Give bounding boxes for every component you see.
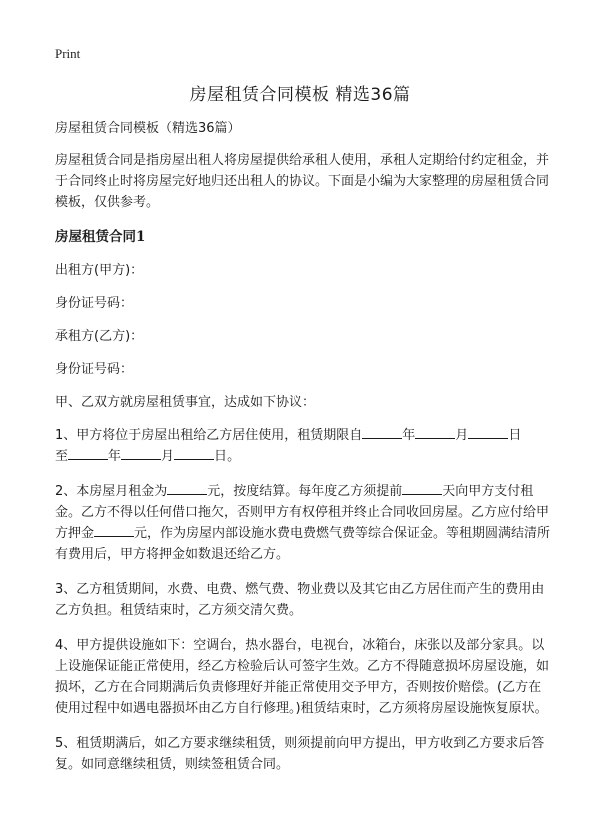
clause-2-text-d: 元，作为房屋内部设施水费电费燃气费等综合保证金。等租期圆满结清所有费用后，甲方将押金如数退还给乙方。 (55, 526, 551, 562)
month-label: 月 (455, 428, 469, 443)
to-label: 至 (55, 449, 69, 464)
day-label: 日 (508, 428, 522, 443)
start-day-blank (468, 425, 508, 439)
agreement-preamble: 甲、乙双方就房屋租赁事宜，达成如下协议： (55, 395, 316, 410)
end-month-blank (121, 446, 161, 460)
end-month-label: 月 (161, 449, 175, 464)
section-heading: 房屋租赁合同1 (55, 229, 146, 245)
clause-2-text-b: 元，按度结算。每年度乙方须提前 (207, 484, 403, 499)
clause-1: 1、甲方将位于房屋出租给乙方居住使用，租赁期限自 年 月 日 至 年 月 日。 (55, 425, 551, 467)
document-subtitle: 房屋租赁合同模板（精选36篇） (55, 121, 241, 136)
end-year-label: 年 (108, 449, 122, 464)
lessor-field: 出租方(甲方)： (55, 263, 144, 278)
clause-2 (55, 481, 551, 565)
clause-3: 3、乙方租赁期间，水费、电费、燃气费、物业费以及其它由乙方居住而产生的费用由乙方负担。租赁结束时，乙方须交清欠费。 (55, 582, 545, 618)
end-year-blank (68, 446, 108, 460)
deposit-amount-blank (94, 523, 134, 537)
clause-2-text-a: 2、本房屋月租金为 (55, 484, 168, 499)
clause-2-text-c: 天向甲方支付租金。乙方不得以任何借口拖欠，否则甲方有权停租并终止合同收回房屋。乙方应付给甲方押金 (55, 484, 550, 541)
lessor-id-field: 身份证号码： (55, 296, 134, 311)
start-year-blank (362, 425, 402, 439)
start-month-blank (415, 425, 455, 439)
rent-amount-blank (167, 481, 207, 495)
clause-4: 4、甲方提供设施如下：空调台，热水器台，电视台，冰箱台，床张以及部分家具。以上设施保证能正常使用，经乙方检验后认可签字生效。乙方不得随意损坏房屋设施，如损坏，乙方在合同期满后负责修理好并能正常使用交予甲方，否则按价赔偿。(乙方在使用过程中如遇电器损坏由乙方自行修理。)租赁结束时，乙方须将房屋设施恢复原状。 (55, 638, 550, 716)
lessee-field: 承租方(乙方)： (55, 329, 144, 344)
end-day-label: 日 (214, 449, 228, 464)
document-title: 房屋租赁合同模板 精选36篇 (189, 85, 411, 105)
year-label: 年 (402, 428, 416, 443)
advance-days-blank (402, 481, 442, 495)
lessee-id-field: 身份证号码： (55, 362, 134, 377)
document-body (55, 118, 551, 789)
intro-paragraph: 房屋租赁合同是指房屋出租人将房屋提供给承租人使用，承租人定期给付约定租金，并于合同终止时将房屋完好地归还出租人的协议。下面是小编为大家整理的房屋租赁合同模板，仅供参考。 (55, 153, 550, 210)
end-day-blank (174, 446, 214, 460)
clause-1-text: 1、甲方将位于房屋出租给乙方居住使用，租赁期限自 (55, 428, 363, 443)
clause-5: 5、租赁期满后，如乙方要求继续租赁，则须提前向甲方提出，甲方收到乙方要求后答复。如同意继续租赁，则续签租赁合同。 (55, 736, 545, 772)
print-link[interactable]: Print (55, 46, 81, 61)
